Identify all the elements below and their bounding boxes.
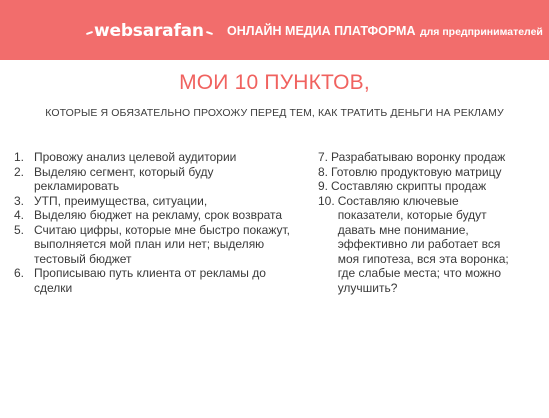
list-item [318, 179, 523, 194]
list-item [14, 165, 296, 194]
page-subtitle: КОТОРЫЕ Я ОБЯЗАТЕЛЬНО ПРОХОЖУ ПЕРЕД ТЕМ, КАК ТРАТИТЬ ДЕНЬГИ НА РЕКЛАМУ [45, 107, 504, 119]
logo-swoosh-right [206, 30, 213, 34]
item-number: 8. [318, 164, 329, 179]
item-text: Составляю ключевые показатели, которые будут давать мне понимание, эффективно ли работает вся моя гипотеза, вся эта воронка; где слабые места; что можно улучшить? [337, 193, 509, 295]
item-number: 3. [14, 193, 25, 208]
steps-list-right [318, 150, 523, 295]
tagline-main: ОНЛАЙН МЕДИА ПЛАТФОРМА [227, 24, 416, 38]
item-number: 10. [318, 193, 335, 208]
item-number: 2. [14, 164, 25, 179]
header-banner [0, 0, 549, 60]
list-item [318, 194, 523, 296]
item-number: 6. [14, 266, 25, 280]
item-text: Выделяю бюджет на рекламу, срок возврата [34, 208, 283, 222]
list-item [318, 150, 523, 165]
page-title: МОИ 10 ПУНКТОВ, [179, 71, 370, 94]
item-text: Провожу анализ целевой аудитории [34, 150, 237, 164]
list-item [14, 208, 296, 223]
list-item [318, 165, 523, 180]
header-tagline [227, 23, 543, 40]
list-item [14, 266, 296, 295]
item-text: Прописываю путь клиента от рекламы до сделки [34, 266, 266, 295]
item-text: УТП, преимущества, ситуации, [34, 193, 208, 208]
list-item [14, 223, 296, 267]
list-item [14, 194, 296, 209]
steps-list-left [14, 150, 296, 295]
websarafan-logo[interactable] [86, 20, 213, 42]
item-number: 9. [318, 179, 329, 193]
item-text: Составляю скрипты продаж [331, 179, 487, 193]
item-number: 1. [14, 150, 25, 164]
item-number: 4. [14, 208, 25, 222]
item-text: Разрабатываю воронку продаж [331, 150, 506, 164]
logo-text: websarafan [94, 21, 204, 41]
item-text: Считаю цифры, которые мне быстро покажут, выполняется мой план или нет; выделяю тестовый бюджет [34, 222, 290, 266]
logo-swoosh-left [86, 30, 93, 34]
item-number: 5. [14, 222, 25, 237]
tagline-sub: для предпринимателей [419, 26, 543, 38]
item-number: 7. [318, 150, 329, 164]
item-text: Выделяю сегмент, который буду рекламировать [34, 164, 214, 193]
item-text: Готовлю продуктовую матрицу [331, 164, 502, 179]
list-item [14, 150, 296, 165]
